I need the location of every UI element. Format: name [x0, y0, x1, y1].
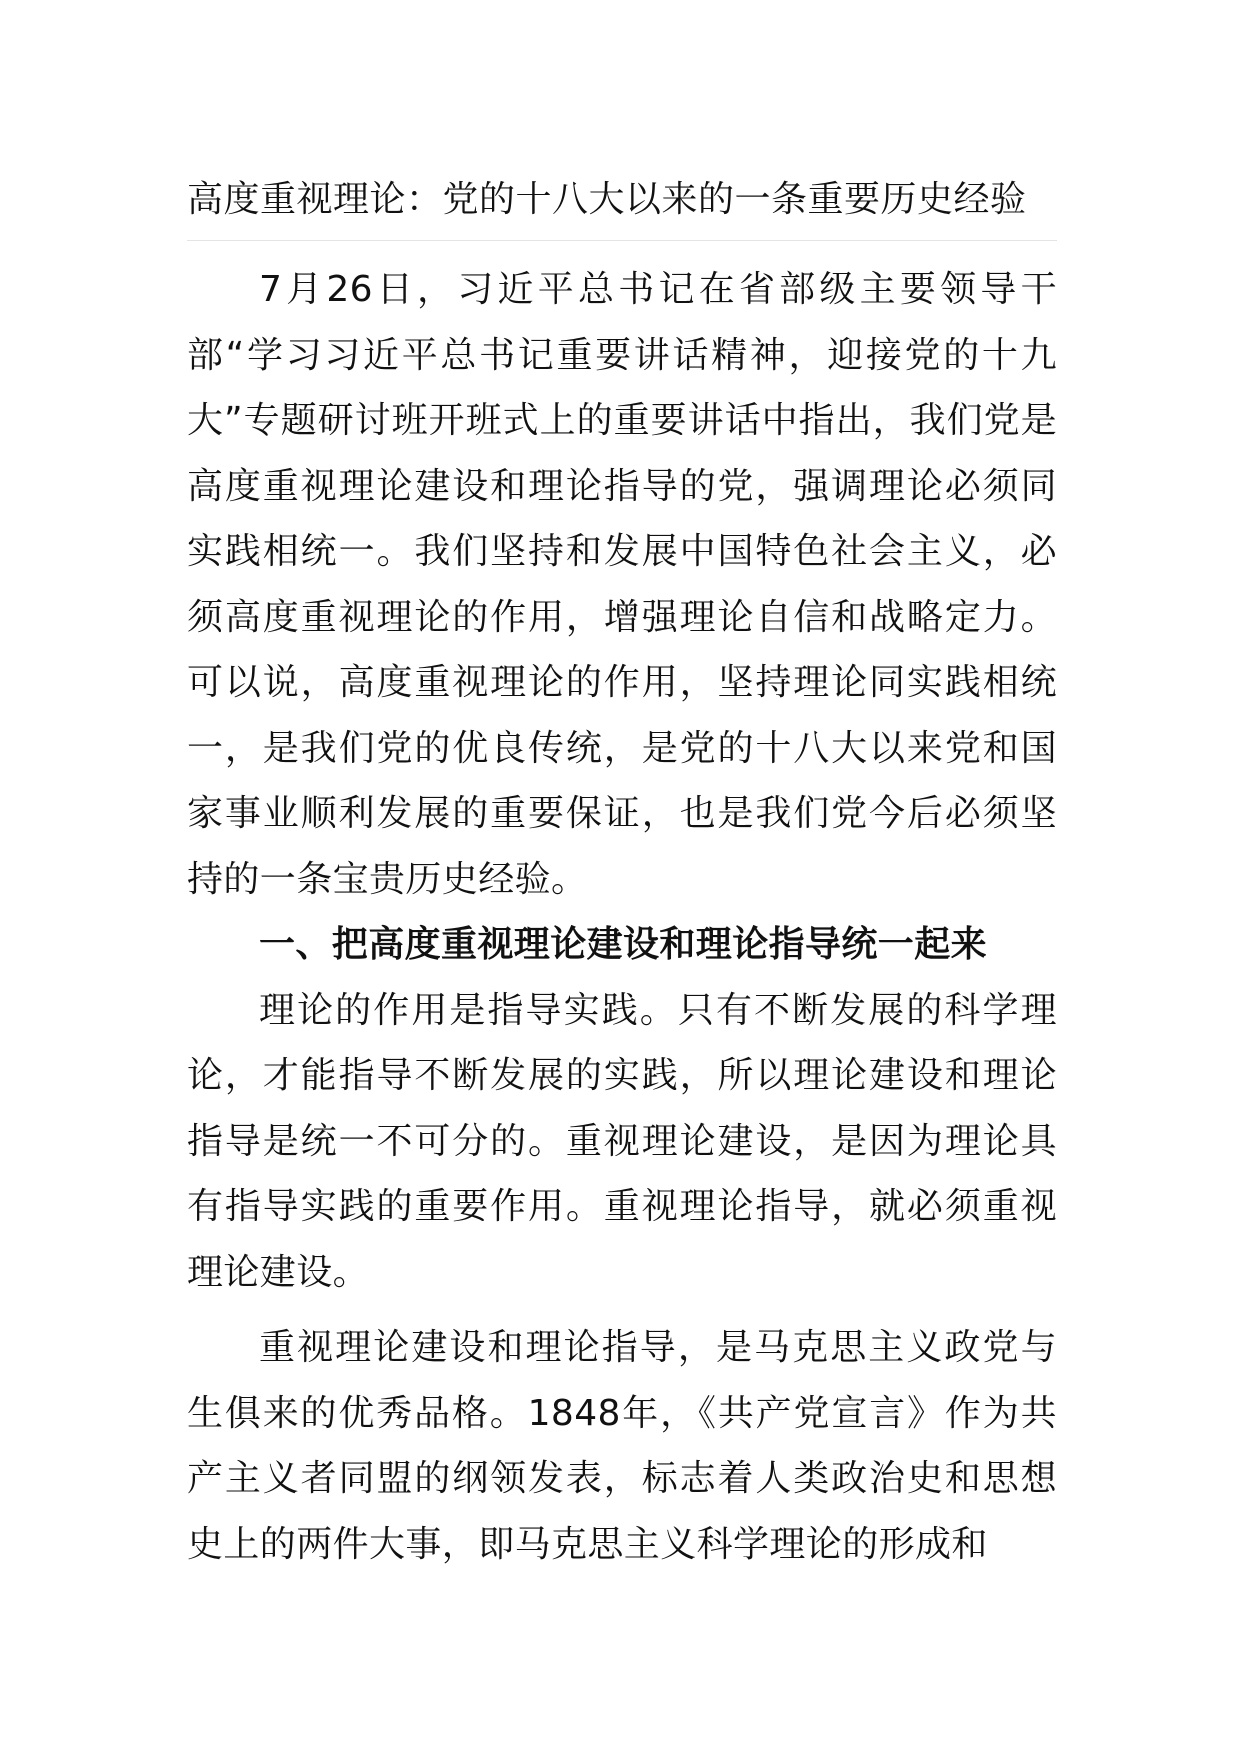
- paragraph-intro: 7月26日，习近平总书记在省部级主要领导干部“学习习近平总书记重要讲话精神，迎接党的十九大”专题研讨班开班式上的重要讲话中指出，我们党是高度重视理论建设和理论指导的党，强调理论必须同实践相统一。我们坚持和发展中国特色社会主义，必须高度重视理论的作用，增强理论自信和战略定力。可以说，高度重视理论的作用，坚持理论同实践相统一，是我们党的优良传统，是党的十八大以来党和国家事业顺利发展的重要保证，也是我们党今后必须坚持的一条宝贵历史经验。: [187, 269, 1057, 900]
- section-heading: 一、把高度重视理论建设和理论指导统一起来: [259, 924, 988, 965]
- title-divider: [187, 240, 1057, 241]
- document-body: [187, 257, 1057, 1577]
- paragraph-theory-practice: 理论的作用是指导实践。只有不断发展的科学理论，才能指导不断发展的实践，所以理论建设和理论指导是统一不可分的。重视理论建设，是因为理论具有指导实践的重要作用。重视理论指导，就必须重视理论建设。: [187, 989, 1057, 1293]
- paragraph-marxist-party: 重视理论建设和理论指导，是马克思主义政党与生俱来的优秀品格。1848年，《共产党宣言》作为共产主义者同盟的纲领发表，标志着人类政治史和思想史上的两件大事，即马克思主义科学理论的形成和: [187, 1327, 1057, 1565]
- document-page: [187, 168, 1057, 1577]
- document-title: 高度重视理论：党的十八大以来的一条重要历史经验: [187, 179, 1027, 220]
